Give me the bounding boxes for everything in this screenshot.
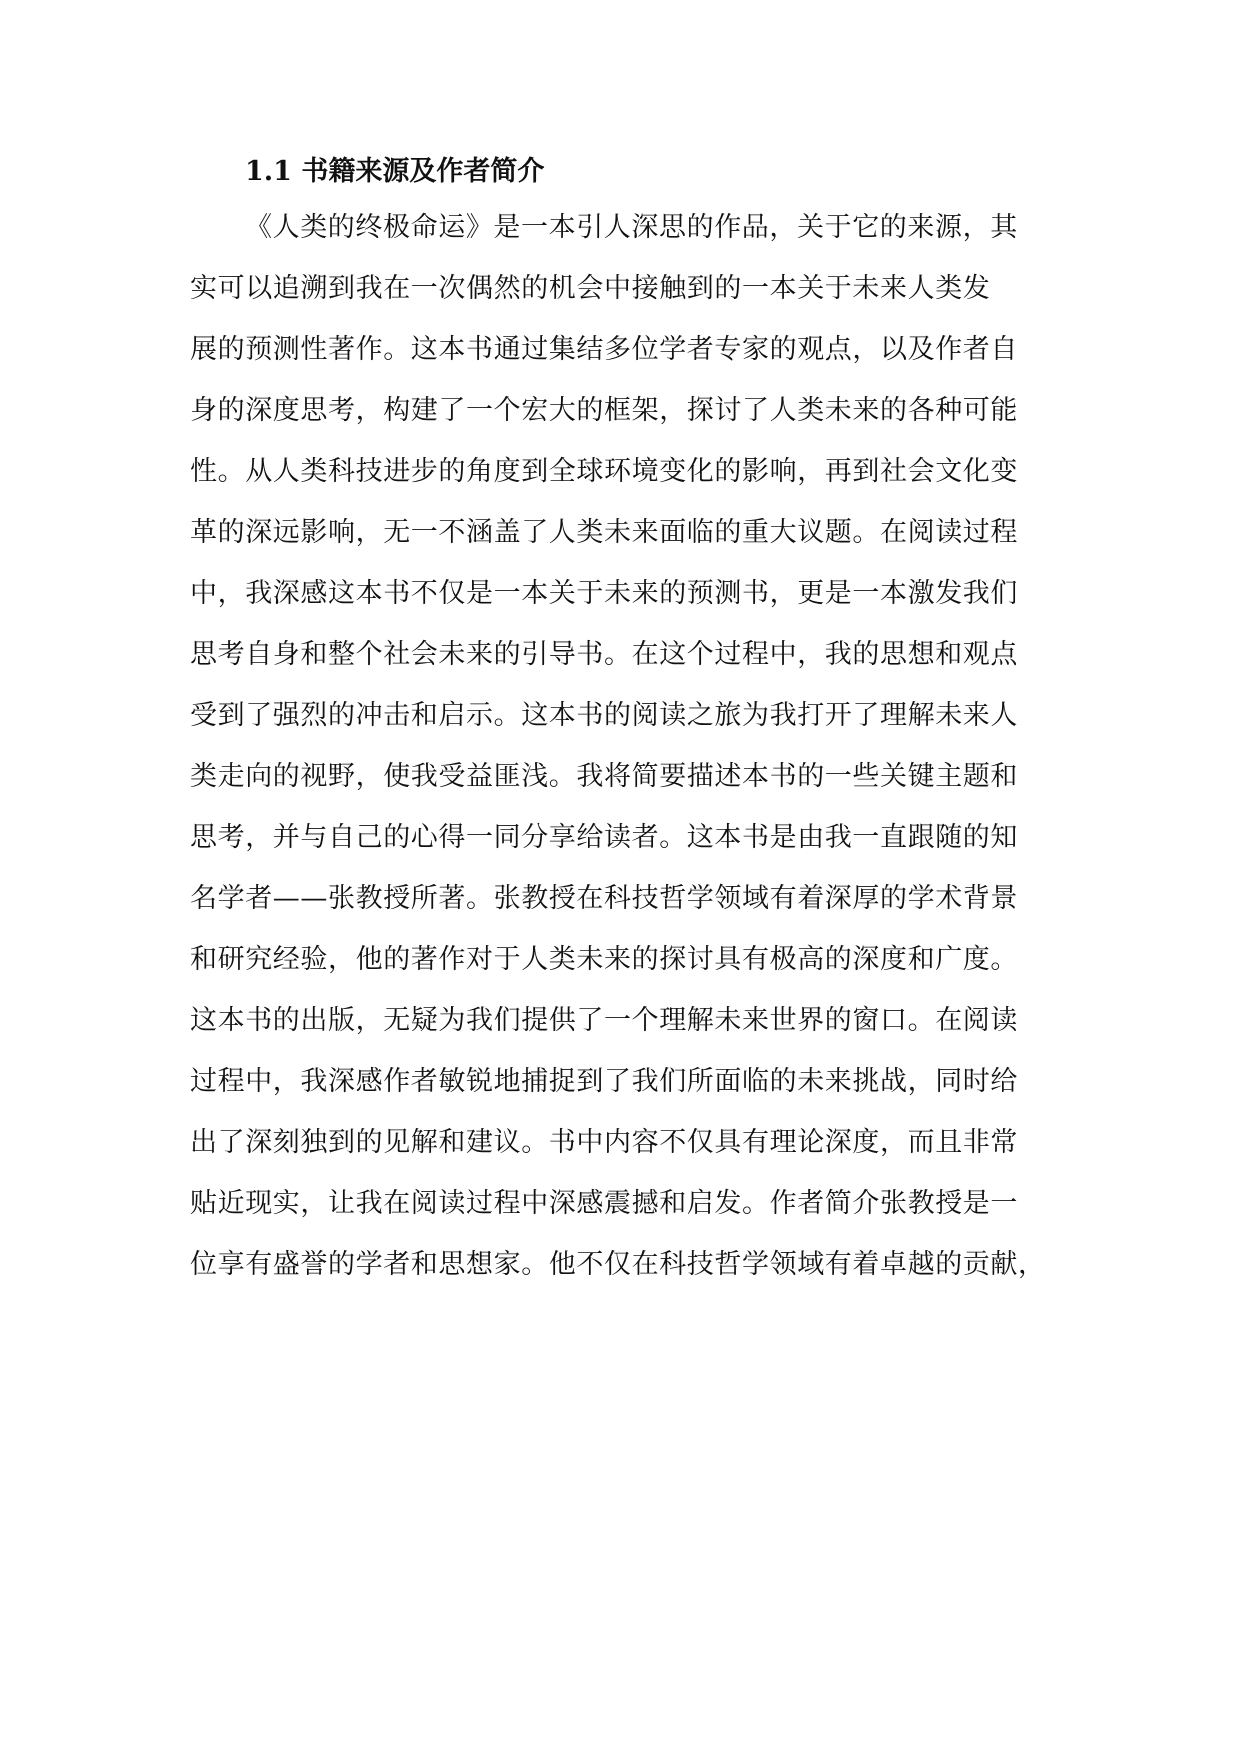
paragraph-line: 思考，并与自己的心得一同分享给读者。这本书是由我一直跟随的知	[190, 822, 1018, 853]
paragraph-line: 受到了强烈的冲击和启示。这本书的阅读之旅为我打开了理解未来人	[190, 700, 1018, 731]
section-heading: 1.1 书籍来源及作者简介	[245, 156, 545, 187]
paragraph-line: 展的预测性著作。这本书通过集结多位学者专家的观点，以及作者自	[190, 334, 1018, 365]
paragraph-line: 性。从人类科技进步的角度到全球环境变化的影响，再到社会文化变	[190, 456, 1018, 487]
paragraph-line: 名学者——张教授所著。张教授在科技哲学领域有着深厚的学术背景	[190, 883, 1018, 914]
paragraph-line: 这本书的出版，无疑为我们提供了一个理解未来世界的窗口。在阅读	[190, 1005, 1018, 1036]
paragraph-line: 《人类的终极命运》是一本引人深思的作品，关于它的来源，其	[245, 212, 1018, 243]
paragraph-line: 出了深刻独到的见解和建议。书中内容不仅具有理论深度，而且非常	[190, 1127, 1018, 1158]
paragraph-line: 位享有盛誉的学者和思想家。他不仅在科技哲学领域有着卓越的贡献，	[190, 1249, 1046, 1280]
paragraph-line: 贴近现实，让我在阅读过程中深感震撼和启发。作者简介张教授是一	[190, 1188, 1018, 1219]
paragraph-line: 中，我深感这本书不仅是一本关于未来的预测书，更是一本激发我们	[190, 578, 1018, 609]
paragraph-line: 革的深远影响，无一不涵盖了人类未来面临的重大议题。在阅读过程	[190, 517, 1018, 548]
paragraph-line: 实可以追溯到我在一次偶然的机会中接触到的一本关于未来人类发	[190, 273, 991, 304]
paragraph-line: 类走向的视野，使我受益匪浅。我将简要描述本书的一些关键主题和	[190, 761, 1018, 792]
paragraph-line: 思考自身和整个社会未来的引导书。在这个过程中，我的思想和观点	[190, 639, 1018, 670]
paragraph-line: 和研究经验，他的著作对于人类未来的探讨具有极高的深度和广度。	[190, 944, 1018, 975]
paragraph-line: 身的深度思考，构建了一个宏大的框架，探讨了人类未来的各种可能	[190, 395, 1018, 426]
paragraph-line: 过程中，我深感作者敏锐地捕捉到了我们所面临的未来挑战，同时给	[190, 1066, 1018, 1097]
